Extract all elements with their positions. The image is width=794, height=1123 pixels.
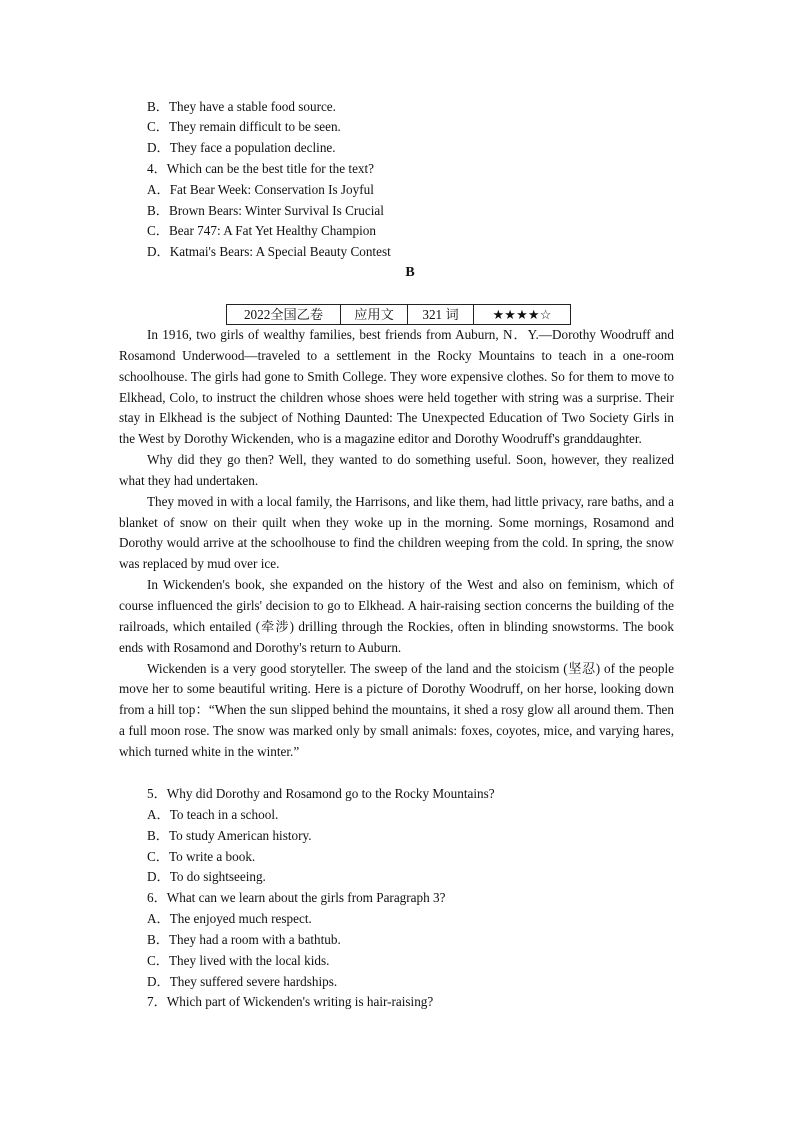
passage-paragraph-4: In Wickenden's book, she expanded on the history of the West and also on feminism, which of course influenced the girls' decision to go to Elkhead. A hair-raising section concerns the building of the railroads, which entailed (牵涉) drilling through the Rockies, often in blinding snowstorms. The book ends with Rosamond and Dorothy's return to Auburn. [119,577,674,655]
question-6-stem: 6．What can we learn about the girls from Paragraph 3? [147,890,446,906]
question-list [147,784,495,1013]
option-d-q6: D．They suffered severe hardships. [147,973,338,989]
question-7-stem: 7．Which part of Wickenden's writing is hair-raising? [147,994,434,1010]
reading-passage [119,325,674,763]
passage-paragraph-3: They moved in with a local family, the Harrisons, and like them, had little privacy, rare baths, and a blanket of snow on their quilt when they woke up in the morning. Some mornings, Rosamond and Dorothy would arrive at the schoolhouse to find the children weeping from the cold. In spring, the snow was replaced by mud over ice. [119,493,674,572]
option-c-q3: C．They remain difficult to be seen. [147,119,341,134]
option-d-q5: D．To do sightseeing. [147,869,266,885]
meta-difficulty: ★★★★☆ [474,305,571,325]
question-4-stem: 4．Which can be the best title for the text? [147,161,375,176]
option-a-q4: A．Fat Bear Week: Conservation Is Joyful [147,182,374,197]
option-a-q6: A．The enjoyed much respect. [147,911,312,927]
option-d-q4: D．Katmai's Bears: A Special Beauty Contest [147,244,391,259]
meta-word-count: 321 词 [408,305,474,325]
question-5-stem: 5．Why did Dorothy and Rosamond go to the Rocky Mountains? [147,786,495,801]
option-b-q4: B．Brown Bears: Winter Survival Is Crucial [147,203,384,218]
option-a-q5: A．To teach in a school. [147,806,279,822]
option-b-q3: B．They have a stable food source. [147,99,336,114]
option-c-q4: C．Bear 747: A Fat Yet Healthy Champion [147,223,376,238]
section-letter: B [405,265,415,280]
option-d-q3: D．They face a population decline. [147,140,336,155]
passage-paragraph-5: Wickenden is a very good storyteller. The sweep of the land and the stoicism (坚忍) of the people move her to some beautiful writing. Here is a picture of Dorothy Woodruff, on her horse, looking down from a hill top：“When the sun slipped behind the mountains, it shed a rosy glow all around them. Then a full moon rose. The snow was marked only by small animals: foxes, coyotes, mice, and varying hares, which turned white in the winter.” [119,660,674,759]
passage-meta-table [226,304,571,325]
option-c-q5: C．To write a book. [147,848,256,864]
passage-paragraph-1: In 1916, two girls of wealthy families, best friends from Auburn, N．Y.—Dorothy Woodruff and Rosamond Underwood—traveled to a settlement in the Rocky Mountains to teach in a one-room schoolhouse. The girls had gone to Smith College. They wore expensive clothes. So for them to move to Elkhead, Colo, to instruct the children whose shoes were held together with string was a surprise. Their stay in Elkhead is the subject of Nothing Daunted: The Unexpected Education of Two Society Girls in the West by Dorothy Wickenden, who is a magazine editor and Dorothy Woodruff's granddaughter. [119,327,674,447]
passage-paragraph-2: Why did they go then? Well, they wanted to do something useful. Soon, however, they realized what they had undertaken. [119,452,674,488]
meta-source: 2022全国乙卷 [227,305,341,325]
option-b-q5: B．To study American history. [147,827,312,843]
meta-genre: 应用文 [341,305,408,325]
option-c-q6: C．They lived with the local kids. [147,952,330,968]
option-b-q6: B．They had a room with a bathtub. [147,931,341,947]
